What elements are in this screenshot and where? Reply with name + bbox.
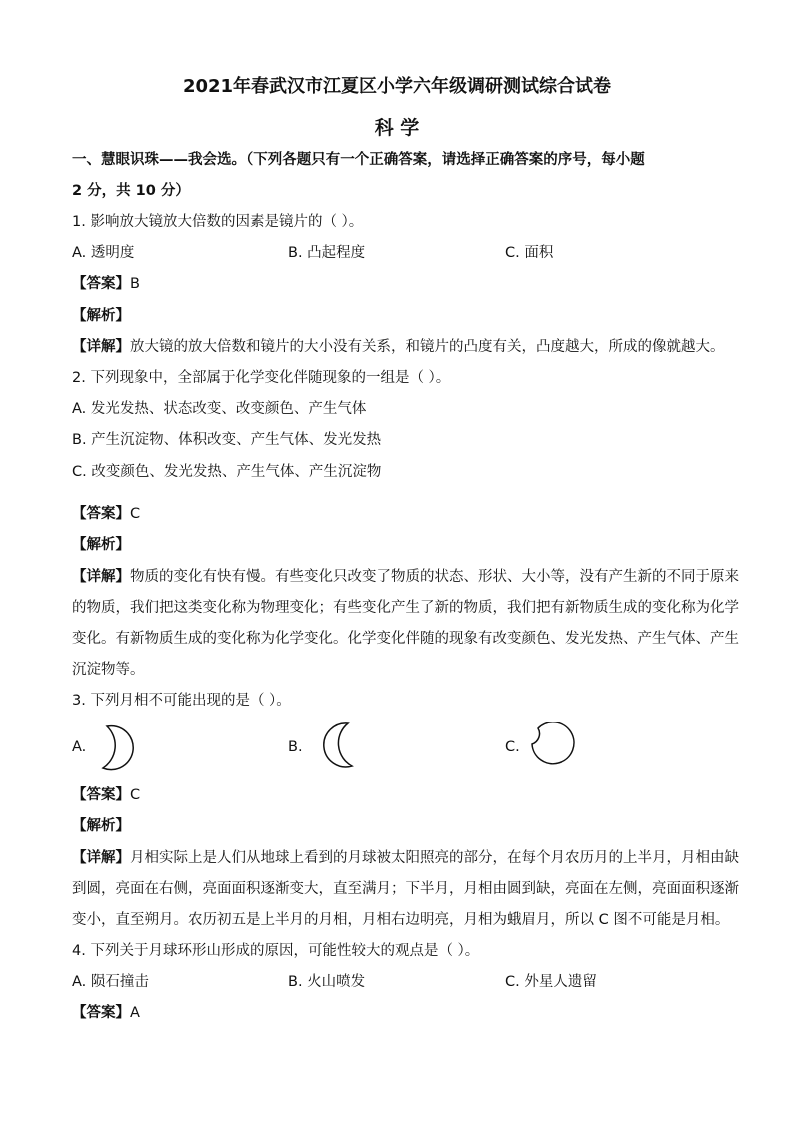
q1-stem: 1. 影响放大镜放大倍数的因素是镜片的（ ）。: [72, 214, 364, 230]
subject-title: 科 学: [374, 117, 420, 139]
q3-detail-line: 到圆，亮面在右侧，亮面面积逐渐变大，直至满月；下半月，月相由圆到缺，亮面在左侧，亮面面积逐渐: [72, 881, 739, 897]
q4-stem: 4. 下列关于月球环形山形成的原因，可能性较大的观点是（ ）。: [72, 943, 480, 959]
q3-detail-line: 变小，直至朔月。农历初五是上半月的月相，月相右边明亮，月相为蛾眉月，所以 C 图不可能是月相。: [72, 912, 730, 928]
q3-option-a: A.: [72, 739, 87, 755]
q2-detail-line: 变化。有新物质生成的变化称为化学变化。化学变化伴随的现象有改变颜色、发光发热、产生气体、产生: [72, 631, 739, 647]
q2-detail: [72, 567, 739, 587]
q1-option-a: A. 透明度: [72, 245, 135, 261]
answer-tag: 【答案】: [72, 787, 130, 803]
q4-option-b: B. 火山喷发: [288, 974, 366, 990]
exam-title: 2021年春武汉市江夏区小学六年级调研测试综合试卷: [182, 76, 612, 97]
detail-tag: 【详解】: [72, 850, 130, 866]
q3-answer: [72, 785, 140, 805]
detail-text: 放大镜的放大倍数和镜片的大小没有关系，和镜片的凸度有关，凸度越大，所成的像就越大。: [130, 339, 725, 355]
q3-stem: 3. 下列月相不可能出现的是（ ）。: [72, 693, 291, 709]
q4-option-c: C. 外星人遗留: [505, 974, 597, 990]
q3-analysis: 【解析】: [72, 818, 130, 834]
answer-value: C: [130, 787, 141, 803]
crescent-left-icon: [312, 720, 358, 770]
q4-answer: [72, 1003, 140, 1023]
q2-detail-line: 的物质，我们把这类变化称为物理变化；有些变化产生了新的物质，我们把有新物质生成的变化称为化学: [72, 600, 739, 616]
detail-text: 物质的变化有快有慢。有些变化只改变了物质的状态、形状、大小等，没有产生新的不同于原来: [130, 569, 739, 585]
q2-detail-line: 沉淀物等。: [72, 662, 145, 678]
detail-tag: 【详解】: [72, 339, 130, 355]
detail-tag: 【详解】: [72, 569, 130, 585]
answer-value: B: [130, 276, 140, 292]
q1-option-b: B. 凸起程度: [288, 245, 366, 261]
q2-stem: 2. 下列现象中，全部属于化学变化伴随现象的一组是（ ）。: [72, 370, 451, 386]
q1-answer: [72, 274, 140, 294]
q3-option-c: C.: [505, 739, 520, 755]
answer-tag: 【答案】: [72, 506, 130, 522]
q2-option-a: A. 发光发热、状态改变、改变颜色、产生气体: [72, 401, 367, 417]
q1-detail: [72, 337, 725, 357]
q2-analysis: 【解析】: [72, 537, 130, 553]
section-heading: 一、慧眼识珠——我会选。（下列各题只有一个正确答案，请选择正确答案的序号，每小题: [72, 152, 645, 168]
q2-answer: [72, 504, 140, 524]
detail-text: 月相实际上是人们从地球上看到的月球被太阳照亮的部分，在每个月农历月的上半月，月相由缺: [130, 850, 739, 866]
q1-option-c: C. 面积: [505, 245, 554, 261]
q1-analysis: 【解析】: [72, 308, 130, 324]
q3-detail: [72, 848, 739, 868]
crescent-right-icon: [95, 722, 145, 774]
q2-option-c: C. 改变颜色、发光发热、产生气体、产生沉淀物: [72, 464, 382, 480]
answer-tag: 【答案】: [72, 276, 130, 292]
gibbous-moon-icon: [524, 722, 576, 774]
answer-value: A: [130, 1005, 140, 1021]
q4-option-a: A. 陨石撞击: [72, 974, 149, 990]
answer-tag: 【答案】: [72, 1005, 130, 1021]
q3-option-b: B.: [288, 739, 303, 755]
q2-option-b: B. 产生沉淀物、体积改变、产生气体、发光发热: [72, 432, 382, 448]
section-heading-cont: 2 分，共 10 分）: [72, 183, 190, 199]
answer-value: C: [130, 506, 141, 522]
